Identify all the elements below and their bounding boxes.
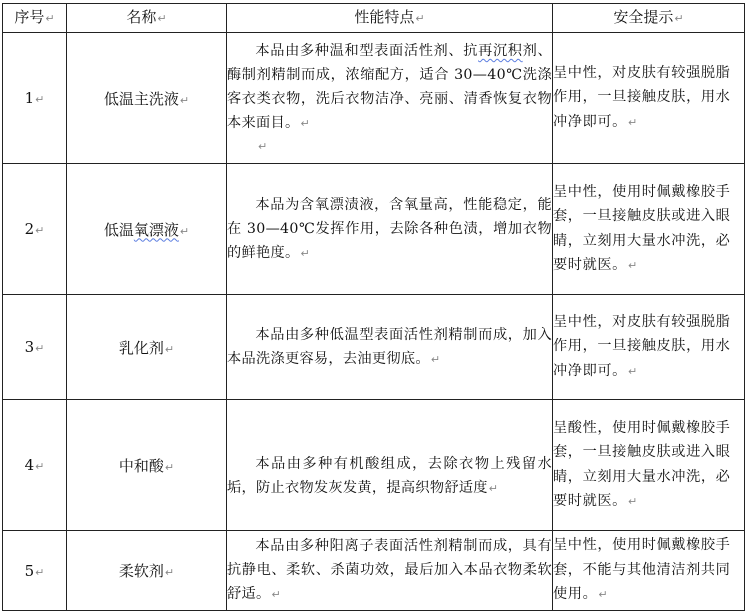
- paragraph-mark-icon: ↵: [164, 342, 175, 356]
- row-num: 5: [24, 561, 35, 580]
- header-name: [67, 4, 227, 33]
- row-desc-cell: [227, 295, 553, 400]
- header-desc: [227, 4, 553, 33]
- row-desc-cell: [227, 164, 553, 295]
- row-num: 4: [24, 456, 35, 474]
- paragraph-mark-icon: ↵: [627, 259, 638, 272]
- row-desc-cell: [227, 400, 553, 531]
- row-desc: [227, 534, 552, 607]
- paragraph-mark-icon: ↵: [164, 460, 175, 474]
- table-row: [3, 531, 745, 611]
- row-name: 中和酸: [118, 456, 164, 475]
- row-name: 乳化剂: [118, 338, 164, 357]
- paragraph-mark-icon: ↵: [258, 140, 268, 153]
- row-desc-part: 本品由多种温和型表面活性剂、抗: [255, 43, 479, 59]
- paragraph-mark-icon: ↵: [271, 588, 281, 601]
- header-name-label: 名称: [126, 8, 157, 26]
- row-safety-cell: [553, 164, 745, 295]
- row-safety: 呈中性，对皮肤有较强脱脂作用，一旦接触皮肤，用水冲净即可。: [553, 64, 731, 130]
- row-num: 2: [24, 220, 35, 238]
- row-safety: 呈酸性，使用时佩戴橡胶手套，一旦接触皮肤或进入眼睛，立刻用大量水冲洗，必要时就医。: [553, 419, 731, 509]
- paragraph-mark-icon: ↵: [674, 12, 684, 25]
- paragraph-mark-icon: ↵: [157, 12, 167, 25]
- paragraph-mark-icon: ↵: [164, 566, 175, 579]
- row-safety: 呈中性，使用时佩戴橡胶手套，不能与其他清洁剂共同使用。: [553, 537, 731, 603]
- table-row: [3, 295, 745, 400]
- table-row: [3, 164, 745, 295]
- row-num-cell: [3, 33, 67, 164]
- header-desc-label: 性能特点: [354, 8, 415, 26]
- row-safety: 呈中性，使用时佩戴橡胶手套，一旦接触皮肤或进入眼睛，立刻用大量水冲洗，必要时就医。: [553, 183, 731, 273]
- row-num: 3: [24, 338, 35, 356]
- paragraph-mark-icon: ↵: [35, 460, 45, 473]
- row-safety: 呈中性，对皮肤有较强脱脂作用，一旦接触皮肤，用水冲净即可。: [553, 313, 731, 379]
- table-row: [3, 33, 745, 164]
- paragraph-mark-icon: ↵: [430, 352, 441, 366]
- paragraph-mark-icon: ↵: [35, 342, 45, 355]
- row-desc-text: 本品由多种低温型表面活性剂精制而成，加入本品洗涤更容易，去油更彻底。: [227, 326, 552, 367]
- header-safety-label: 安全提示: [613, 8, 674, 26]
- row-safety-cell: [553, 400, 745, 531]
- spellcheck-underlined-text: 氧漂液: [133, 220, 179, 239]
- paragraph-mark-icon: ↵: [488, 481, 499, 495]
- empty-paragraph: [227, 136, 552, 157]
- paragraph-mark-icon: ↵: [35, 93, 45, 106]
- row-name-cell: [67, 531, 227, 611]
- header-num: [3, 4, 67, 33]
- row-name: 低温主洗液: [103, 89, 179, 108]
- row-desc-cell: [227, 33, 553, 164]
- paragraph-mark-icon: ↵: [35, 565, 45, 579]
- row-desc-part: 剂、酶制剂精制而成，浓缩配方，适合 30—40℃洗涤客衣类衣物，洗后衣物洁净、亮丽、清香恢复衣物本来面目。: [227, 43, 552, 131]
- row-safety-cell: [553, 295, 745, 400]
- header-num-label: 序号: [14, 8, 45, 26]
- paragraph-mark-icon: ↵: [415, 12, 425, 25]
- paragraph-mark-icon: ↵: [179, 93, 190, 107]
- paragraph-mark-icon: ↵: [627, 364, 638, 378]
- paragraph-mark-icon: ↵: [35, 224, 45, 237]
- row-name-cell: [67, 400, 227, 531]
- paragraph-mark-icon: ↵: [598, 588, 609, 602]
- paragraph-mark-icon: ↵: [45, 12, 55, 25]
- row-name-cell: [67, 33, 227, 164]
- row-name: 柔软剂: [118, 562, 164, 580]
- paragraph-mark-icon: ↵: [300, 117, 310, 130]
- table-row: [3, 400, 745, 531]
- row-desc-cell: [227, 531, 553, 611]
- row-desc: [227, 193, 552, 266]
- row-desc-text: 本品为含氧漂渍液，含氧量高，性能稳定，能在 30—40℃发挥作用，去除各种色渍，增加衣物的鲜艳度。: [227, 196, 552, 261]
- row-num-cell: [3, 164, 67, 295]
- row-num-cell: [3, 400, 67, 531]
- product-table: [2, 3, 745, 611]
- row-desc-text: 本品由多种阳离子表面活性剂精制而成，具有抗静电、柔软、杀菌功效，最后加入本品衣物柔软舒适。: [227, 538, 552, 602]
- row-num: 1: [24, 89, 35, 107]
- row-desc: [227, 452, 552, 501]
- table-header-row: [3, 4, 745, 33]
- row-safety-cell: [553, 33, 745, 164]
- header-safety: [553, 4, 745, 33]
- spellcheck-underlined-text: 再沉积: [478, 43, 523, 59]
- row-name-cell: [67, 164, 227, 295]
- paragraph-mark-icon: ↵: [300, 246, 310, 260]
- row-safety-cell: [553, 531, 745, 611]
- row-num-cell: [3, 531, 67, 611]
- row-desc: [227, 323, 552, 372]
- row-desc-text: 本品由多种有机酸组成，去除衣物上残留水垢，防止衣物发灰发黄，提高织物舒适度: [227, 455, 552, 496]
- paragraph-mark-icon: ↵: [627, 495, 638, 508]
- row-name-part: 低温: [103, 220, 134, 239]
- row-name-cell: [67, 295, 227, 400]
- paragraph-mark-icon: ↵: [627, 115, 638, 129]
- paragraph-mark-icon: ↵: [179, 224, 190, 238]
- row-desc: [227, 39, 552, 136]
- row-num-cell: [3, 295, 67, 400]
